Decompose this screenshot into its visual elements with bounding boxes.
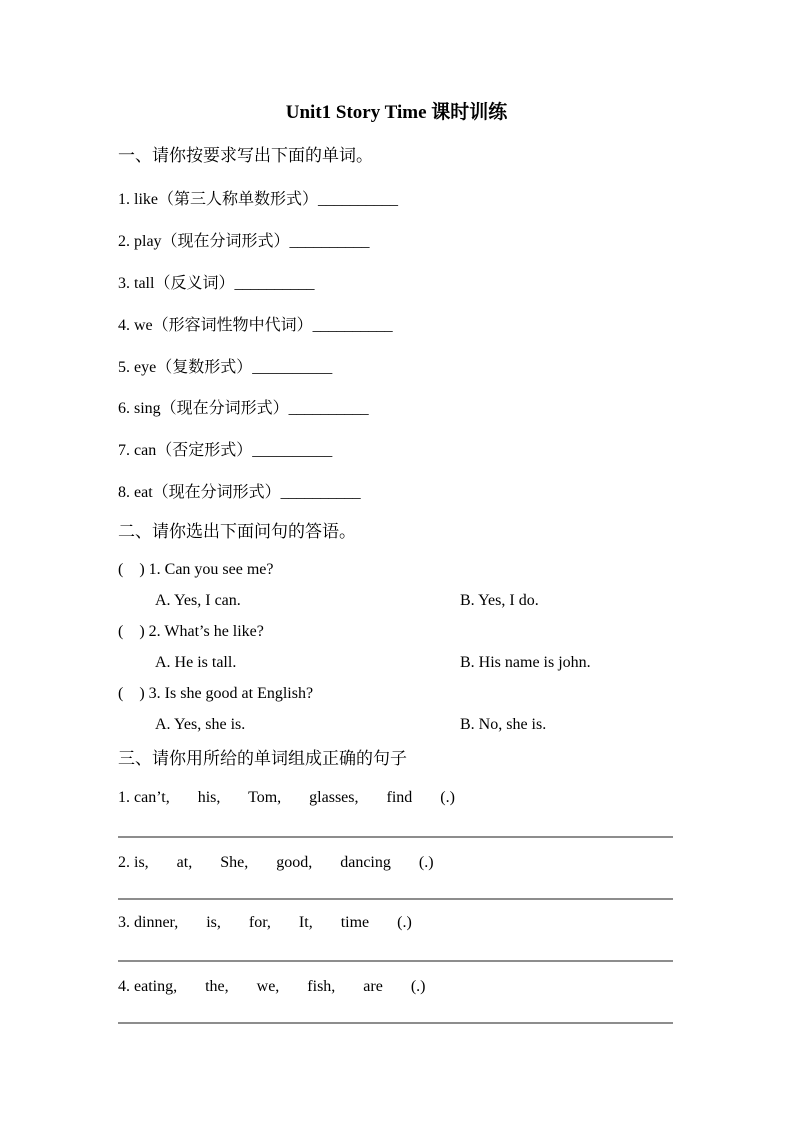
section-one-heading: 一、请你按要求写出下面的单词。: [118, 146, 373, 165]
word-item-2: 2. play（现在分词形式）__________: [118, 233, 370, 250]
word-item-1: 1. like（第三人称单数形式）__________: [118, 191, 398, 208]
question-3-option-a: A. Yes, she is.: [155, 716, 246, 733]
question-3: ( ) 3. Is she good at English?: [118, 685, 314, 702]
section-three-heading: 三、请你用所给的单词组成正确的句子: [118, 749, 407, 768]
question-3-option-b: B. No, she is.: [460, 716, 547, 733]
word-item-7: 7. can（否定形式）__________: [118, 442, 333, 459]
answer-line-2: [118, 898, 673, 900]
scramble-item-2: 2. is, at, She, good, dancing (.): [118, 854, 434, 871]
section-two-heading: 二、请你选出下面问句的答语。: [118, 522, 356, 541]
answer-line-3: [118, 960, 673, 962]
word-item-6: 6. sing（现在分词形式）__________: [118, 400, 369, 417]
scramble-item-1: 1. can’t, his, Tom, glasses, find (.): [118, 789, 455, 806]
question-2: ( ) 2. What’s he like?: [118, 623, 264, 640]
question-1-option-b: B. Yes, I do.: [460, 592, 539, 609]
word-item-3: 3. tall（反义词）__________: [118, 275, 315, 292]
question-2-option-a: A. He is tall.: [155, 654, 237, 671]
question-1-option-a: A. Yes, I can.: [155, 592, 241, 609]
question-1: ( ) 1. Can you see me?: [118, 561, 274, 578]
answer-line-1: [118, 836, 673, 838]
word-item-4: 4. we（形容词性物中代词）__________: [118, 317, 393, 334]
word-item-8: 8. eat（现在分词形式）__________: [118, 484, 361, 501]
word-item-5: 5. eye（复数形式）__________: [118, 359, 333, 376]
question-2-option-b: B. His name is john.: [460, 654, 591, 671]
worksheet-title: Unit1 Story Time 课时训练: [285, 102, 508, 123]
scramble-item-3: 3. dinner, is, for, It, time (.): [118, 914, 412, 931]
answer-line-4: [118, 1022, 673, 1024]
scramble-item-4: 4. eating, the, we, fish, are (.): [118, 978, 426, 995]
